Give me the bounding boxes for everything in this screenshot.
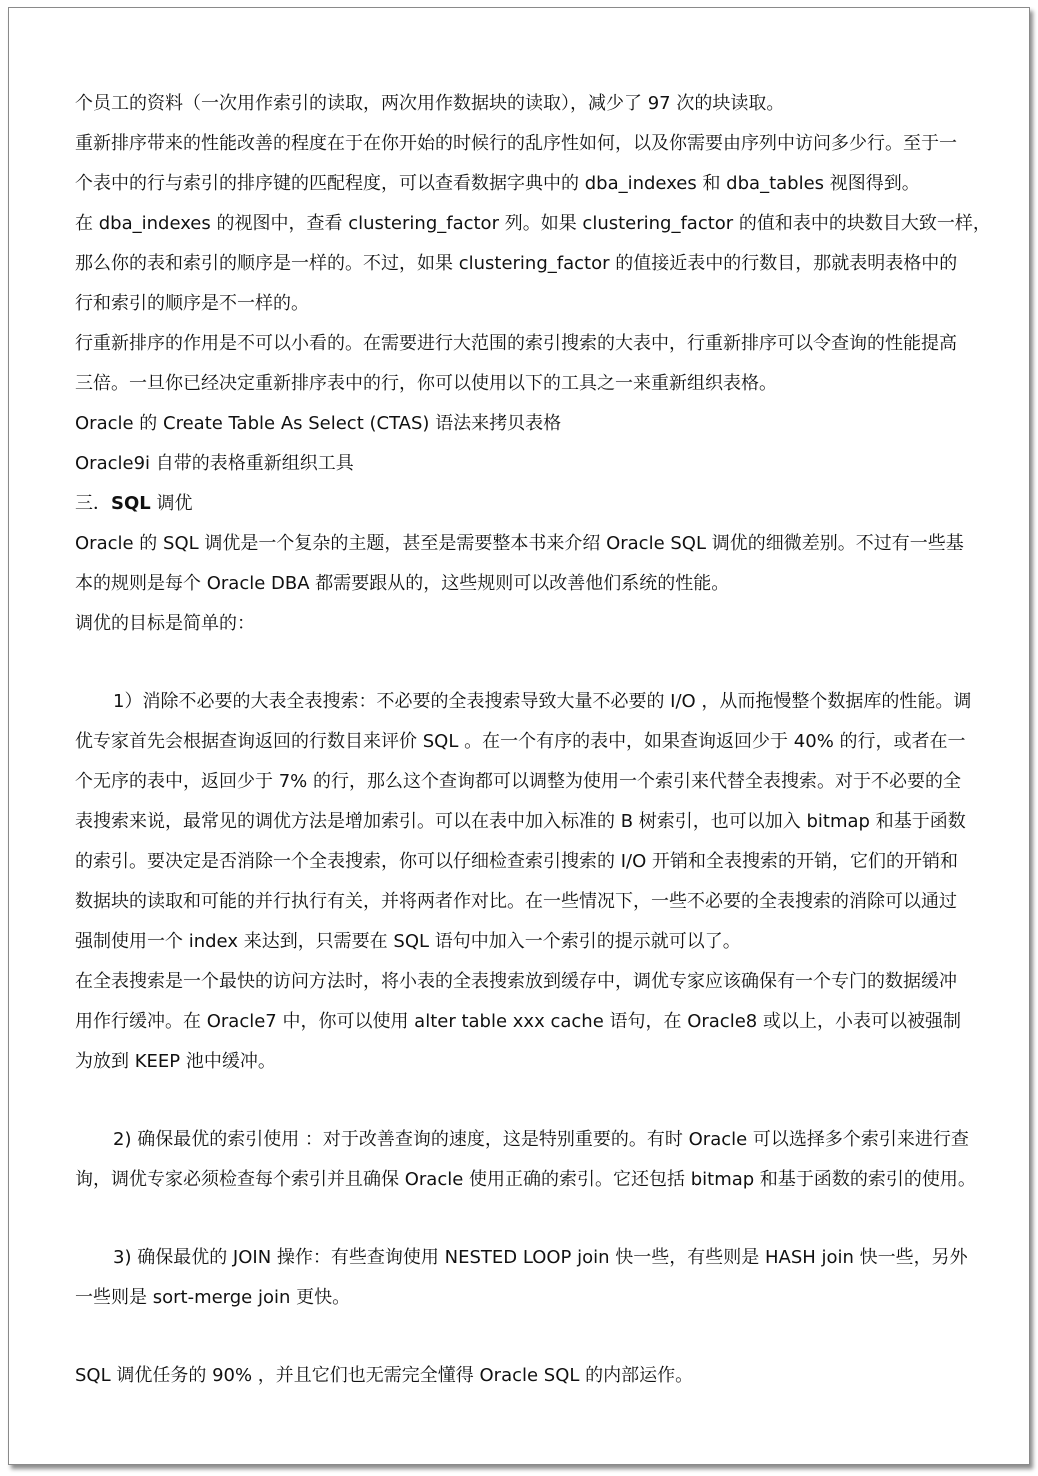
item-2-line: 2) 确保最优的索引使用 ：对于改善查询的速度，这是特别重要的。有时 Oracle 可以选择多个索引来进行查	[113, 1129, 969, 1150]
paragraph-line: 在 dba_indexes 的视图中，查看 clustering_factor 列。如果 clustering_factor 的值和表中的块数目大致一样，	[75, 213, 991, 234]
document-body	[75, 84, 991, 1396]
paragraph-line: 个员工的资料（一次用作索引的读取，两次用作数据块的读取），减少了 97 次的块读取。	[75, 93, 785, 114]
closing-line: SQL 调优任务的 90% ，并且它们也无需完全懂得 Oracle SQL 的内部运作。	[75, 1365, 694, 1386]
item-2-line: 询，调优专家必须检查每个索引并且确保 Oracle 使用正确的索引。它还包括 bitmap 和基于函数的索引的使用。	[75, 1169, 976, 1190]
paragraph-line: 本的规则是每个 Oracle DBA 都需要跟从的，这些规则可以改善他们系统的性能。	[75, 573, 730, 594]
list-item: Oracle9i 自带的表格重新组织工具	[75, 453, 354, 474]
item-1-line: 数据块的读取和可能的并行执行有关，并将两者作对比。在一些情况下，一些不必要的全表搜索的消除可以通过	[75, 891, 957, 912]
item-3-line: 一些则是 sort-merge join 更快。	[75, 1287, 351, 1308]
blank-line	[75, 1318, 987, 1356]
item-1-line: 个无序的表中，返回少于 7% 的行，那么这个查询都可以调整为使用一个索引来代替全表搜索。对于不必要的全	[75, 771, 961, 792]
paragraph-line: 重新排序带来的性能改善的程度在于在你开始的时候行的乱序性如何，以及你需要由序列中访问多少行。至于一	[75, 133, 957, 154]
section-heading	[75, 484, 987, 524]
paragraph-line: 三倍。一旦你已经决定重新排序表中的行，你可以使用以下的工具之一来重新组织表格。	[75, 373, 777, 394]
item-1-line: 强制使用一个 index 来达到，只需要在 SQL 语句中加入一个索引的提示就可以了。	[75, 931, 741, 952]
item-1-line: 在全表搜索是一个最快的访问方法时，将小表的全表搜索放到缓存中，调优专家应该确保有一个专门的数据缓冲	[75, 971, 957, 992]
blank-line	[75, 1082, 987, 1120]
item-1-line: 的索引。要决定是否消除一个全表搜索，你可以仔细检查索引搜索的 I/O 开销和全表搜索的开销，它们的开销和	[75, 851, 958, 872]
section-heading-bold: SQL	[111, 493, 151, 514]
document-page	[8, 7, 1030, 1465]
item-1-line: 用作行缓冲。在 Oracle7 中，你可以使用 alter table xxx cache 语句，在 Oracle8 或以上，小表可以被强制	[75, 1011, 961, 1032]
blank-line	[75, 644, 987, 682]
paragraph-line: Oracle 的 SQL 调优是一个复杂的主题，甚至是需要整本书来介绍 Oracle SQL 调优的细微差别。不过有一些基	[75, 533, 964, 554]
item-1-line: 为放到 KEEP 池中缓冲。	[75, 1051, 276, 1072]
paragraph-line: 那么你的表和索引的顺序是一样的。不过，如果 clustering_factor 的值接近表中的行数目，那就表明表格中的	[75, 253, 958, 274]
section-heading-suffix: 调优	[150, 493, 193, 514]
paragraph-line: 调优的目标是简单的：	[75, 613, 255, 634]
list-item: Oracle 的 Create Table As Select (CTAS) 语法来拷贝表格	[75, 413, 562, 434]
item-3-line: 3) 确保最优的 JOIN 操作：有些查询使用 NESTED LOOP join 快一些，有些则是 HASH join 快一些，另外	[113, 1247, 968, 1268]
item-1-line: 1）消除不必要的大表全表搜索：不必要的全表搜索导致大量不必要的 I/O ，从而拖慢整个数据库的性能。调	[113, 691, 972, 712]
item-1-line: 表搜索来说，最常见的调优方法是增加索引。可以在表中加入标准的 B 树索引，也可以加入 bitmap 和基于函数	[75, 811, 966, 832]
section-heading-prefix: 三．	[75, 493, 111, 514]
item-1-line: 优专家首先会根据查询返回的行数目来评价 SQL 。在一个有序的表中，如果查询返回少于 40% 的行，或者在一	[75, 731, 966, 752]
blank-line	[75, 1200, 987, 1238]
paragraph-line: 行重新排序的作用是不可以小看的。在需要进行大范围的索引搜索的大表中，行重新排序可以令查询的性能提高	[75, 333, 957, 354]
paragraph-line: 行和索引的顺序是不一样的。	[75, 293, 309, 314]
paragraph-line: 个表中的行与索引的排序键的匹配程度，可以查看数据字典中的 dba_indexes 和 dba_tables 视图得到。	[75, 173, 920, 194]
